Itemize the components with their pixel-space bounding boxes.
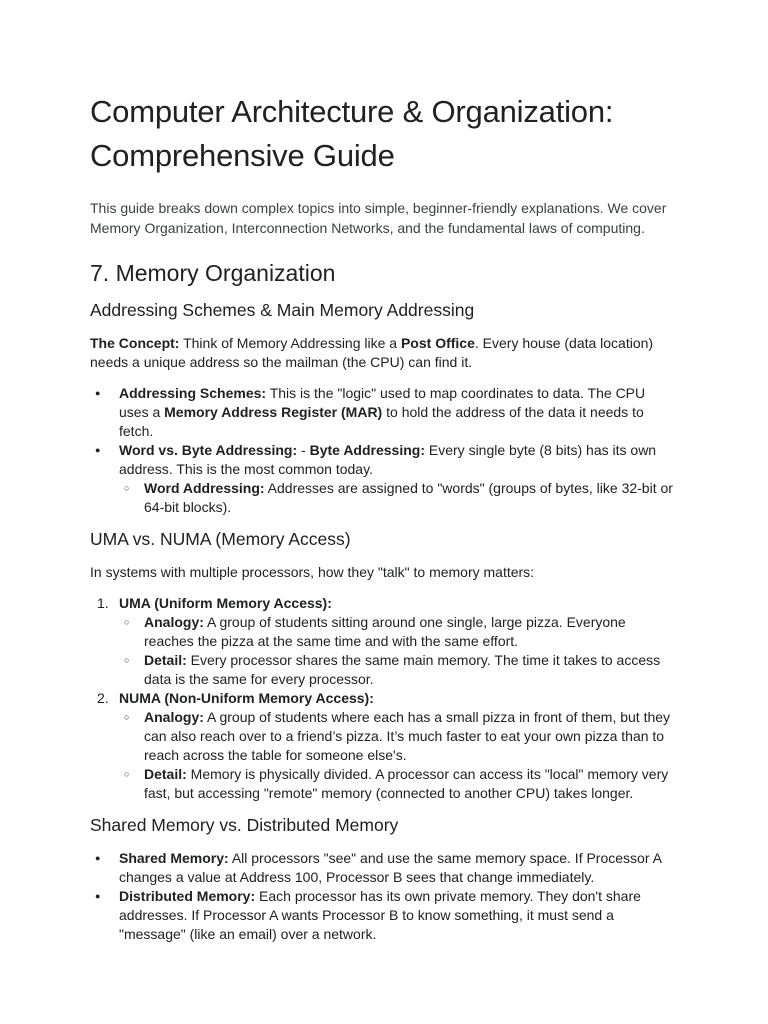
item-label: Detail: xyxy=(144,652,187,668)
concept-label: The Concept: xyxy=(90,335,180,351)
item-text: Each processor has its own private memory. They don't share addresses. If Processor A wants Processor B to know something, it must send a "message" (like an email) over a network. xyxy=(119,888,641,942)
addressing-heading: Addressing Schemes & Main Memory Addressing xyxy=(90,300,475,320)
list-item xyxy=(90,689,678,803)
item-label: Shared Memory: xyxy=(119,850,229,866)
item-bold: Memory Address Register (MAR) xyxy=(164,404,383,420)
list-item xyxy=(90,384,678,441)
sub-list-item xyxy=(119,479,678,517)
sub-list-item xyxy=(119,765,678,803)
uma-numa-list xyxy=(90,594,678,803)
list-item xyxy=(90,441,678,517)
list-item xyxy=(90,849,678,887)
sub-list xyxy=(119,613,678,689)
item-label: Detail: xyxy=(144,766,187,782)
item-bold: Byte Addressing: xyxy=(309,442,425,458)
item-text: All processors "see" and use the same memory space. If Processor A changes a value at Address 100, Processor B sees that change immediately. xyxy=(119,850,662,885)
shared-distributed-list xyxy=(90,849,678,944)
uma-numa-heading: UMA vs. NUMA (Memory Access) xyxy=(90,529,351,549)
item-text: Memory is physically divided. A processor can access its "local" memory very fast, but accessing "remote" memory (connected to another CPU) takes longer. xyxy=(144,766,669,801)
item-label: Analogy: xyxy=(144,709,204,725)
concept-bold: Post Office xyxy=(400,335,475,351)
item-label: Word vs. Byte Addressing: xyxy=(119,442,298,458)
list-item xyxy=(90,887,678,944)
item-text: Every single byte (8 bits) has its own address. This is the most common today. xyxy=(119,442,657,477)
list-item xyxy=(90,594,678,689)
item-text: Addresses are assigned to "words" (groups of bytes, like 32-bit or 64-bit blocks). xyxy=(144,480,673,515)
shared-distributed-heading: Shared Memory vs. Distributed Memory xyxy=(90,815,399,835)
item-text: Every processor shares the same main memory. The time it takes to access data is the same for every processor. xyxy=(144,652,661,687)
item-text: to hold the address of the data it needs to fetch. xyxy=(119,404,644,439)
item-label: Analogy: xyxy=(144,614,204,630)
item-label: Distributed Memory: xyxy=(119,888,256,904)
item-text: A group of students sitting around one single, large pizza. Everyone reaches the pizza at the same time and with the same effort. xyxy=(144,614,626,649)
concept-text-a: Think of Memory Addressing like a xyxy=(179,335,401,351)
item-label: UMA (Uniform Memory Access): xyxy=(119,595,332,611)
uma-intro: In systems with multiple processors, how they "talk" to memory matters: xyxy=(90,564,535,580)
sub-list xyxy=(119,708,678,803)
concept-text-b: . Every house (data location) needs a unique address so the mailman (the CPU) can find it. xyxy=(90,335,654,370)
item-text: A group of students where each has a small pizza in front of them, but they can also reach over to a friend’s pizza. It’s much faster to eat your own pizza than to reach across the table for someone else's. xyxy=(144,709,671,763)
intro-paragraph: This guide breaks down complex topics into simple, beginner-friendly explanations. We cover Memory Organization, Interconnection Networks, and the fundamental laws of computing. xyxy=(90,200,667,236)
item-label: Word Addressing: xyxy=(144,480,265,496)
section-7-heading: 7. Memory Organization xyxy=(90,260,336,286)
item-text: - xyxy=(297,442,310,458)
concept-paragraph xyxy=(90,334,678,372)
sub-list-item xyxy=(119,708,678,765)
sub-list-item xyxy=(119,613,678,651)
item-text: This is the "logic" used to map coordinates to data. The CPU uses a xyxy=(119,385,646,420)
item-label: NUMA (Non-Uniform Memory Access): xyxy=(119,690,374,706)
addressing-list xyxy=(90,384,678,517)
item-label: Addressing Schemes: xyxy=(119,385,267,401)
sub-list-item xyxy=(119,651,678,689)
sub-list xyxy=(119,479,678,517)
document-title: Computer Architecture & Organization: Comprehensive Guide xyxy=(90,94,614,173)
